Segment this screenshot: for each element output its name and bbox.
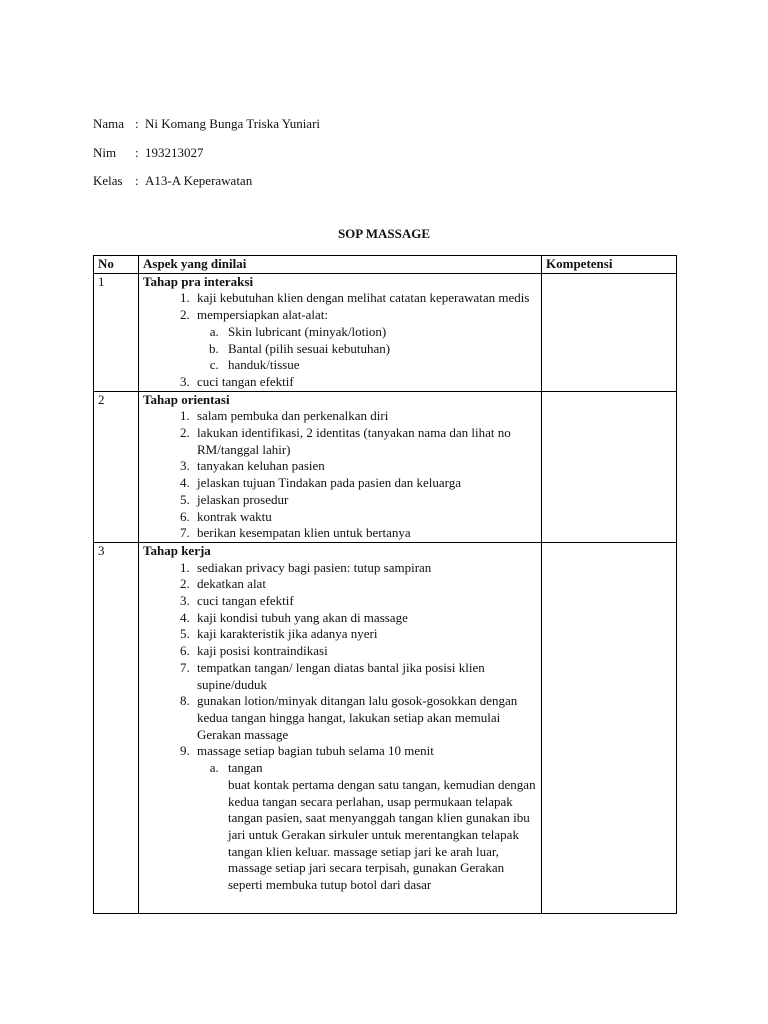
sub-list — [197, 324, 537, 374]
list-item-text: mempersiapkan alat-alat: — [197, 307, 329, 323]
list-item: 4. jelaskan tujuan Tindakan pada pasien dan keluarga — [193, 475, 537, 492]
list-item: 1. salam pembuka dan perkenalkan diri — [193, 408, 537, 425]
list-item: 3. tanyakan keluhan pasien — [193, 458, 537, 475]
competence-cell — [542, 542, 677, 913]
list-item: 3. cuci tangan efektif — [193, 593, 537, 610]
nim-row — [93, 143, 513, 172]
aspect-cell — [139, 273, 542, 391]
sub-list — [197, 760, 537, 894]
aspect-clip — [143, 543, 537, 913]
sub-list-item — [222, 760, 537, 894]
sop-table — [93, 255, 677, 914]
stage-title: Tahap kerja — [143, 542, 211, 558]
class-row — [93, 171, 513, 200]
list-item: 2. dekatkan alat — [193, 576, 537, 593]
nim-separator: : — [135, 144, 139, 160]
table-row — [94, 391, 677, 542]
steps-list — [143, 408, 537, 542]
header-competence: Kompetensi — [542, 256, 677, 274]
list-item: 7. tempatkan tangan/ lengan diatas bantal jika posisi klien supine/duduk — [193, 660, 537, 693]
sub-list-title: a. tangan — [228, 760, 263, 776]
list-item: 6. kontrak waktu — [193, 509, 537, 526]
class-label: Kelas — [93, 173, 123, 188]
student-info — [93, 114, 513, 200]
list-item: 8. gunakan lotion/minyak ditangan lalu gosok-gosokkan dengan kedua tangan hingga hangat, lakukan setiap akan memulai Gerakan massage — [193, 693, 537, 743]
steps-list — [143, 290, 537, 390]
list-item: 7. berikan kesempatan klien untuk bertanya — [193, 525, 537, 542]
row-number: 3 — [94, 542, 139, 913]
class-separator: : — [135, 173, 139, 188]
list-item: 4. kaji kondisi tubuh yang akan di massage — [193, 610, 537, 627]
list-item — [193, 307, 537, 374]
list-item: 1. kaji kebutuhan klien dengan melihat catatan keperawatan medis — [193, 290, 537, 307]
name-row — [93, 114, 513, 143]
aspect-cell — [139, 542, 542, 913]
list-item: 5. jelaskan prosedur — [193, 492, 537, 509]
stage-title: Tahap orientasi — [143, 391, 230, 407]
nim-value: 193213027 — [145, 144, 204, 160]
nim-label: Nim — [93, 144, 117, 160]
sub-list-text: buat kontak pertama dengan satu tangan, kemudian dengan kedua tangan secara perlahan, usap permukaan telapak tangan pasien, saat menyanggah tangan klien gunakan ibu jari untuk Gerakan sirkuler untuk merentangkan telapak tangan klien keluar. massage setiap jari ke arah luar, massage setiap jari secara terpisah, gunakan Gerakan seperti membuka tutup botol dari dasar — [228, 776, 536, 893]
sub-list-item: a. Skin lubricant (minyak/lotion) — [222, 324, 537, 341]
competence-cell — [542, 391, 677, 542]
row-number: 2 — [94, 391, 139, 542]
table-row — [94, 542, 677, 913]
list-item-text: massage setiap bagian tubuh selama 10 menit — [197, 743, 434, 759]
sub-list-item: c. handuk/tissue — [222, 357, 537, 374]
header-no: No — [94, 256, 139, 274]
class-value: A13-A Keperawatan — [145, 173, 253, 188]
name-label: Nama — [93, 116, 125, 131]
name-separator: : — [135, 116, 139, 131]
table-row — [94, 273, 677, 391]
row-number: 1 — [94, 273, 139, 391]
header-aspect: Aspek yang dinilai — [139, 256, 542, 274]
aspect-cell — [139, 391, 542, 542]
list-item — [193, 743, 537, 893]
name-value: Ni Komang Bunga Triska Yuniari — [145, 116, 321, 131]
competence-cell — [542, 273, 677, 391]
list-item: 2. lakukan identifikasi, 2 identitas (tanyakan nama dan lihat no RM/tanggal lahir) — [193, 425, 537, 458]
sub-list-item: b. Bantal (pilih sesuai kebutuhan) — [222, 341, 537, 358]
steps-list — [143, 560, 537, 894]
document-title: SOP MASSAGE — [337, 226, 431, 241]
list-item: 3. cuci tangan efektif — [193, 374, 537, 391]
list-item: 1. sediakan privacy bagi pasien: tutup sampiran — [193, 560, 537, 577]
list-item: 6. kaji posisi kontraindikasi — [193, 643, 537, 660]
stage-title: Tahap pra interaksi — [143, 273, 254, 289]
list-item: 5. kaji karakteristik jika adanya nyeri — [193, 626, 537, 643]
table-header-row — [94, 256, 677, 274]
